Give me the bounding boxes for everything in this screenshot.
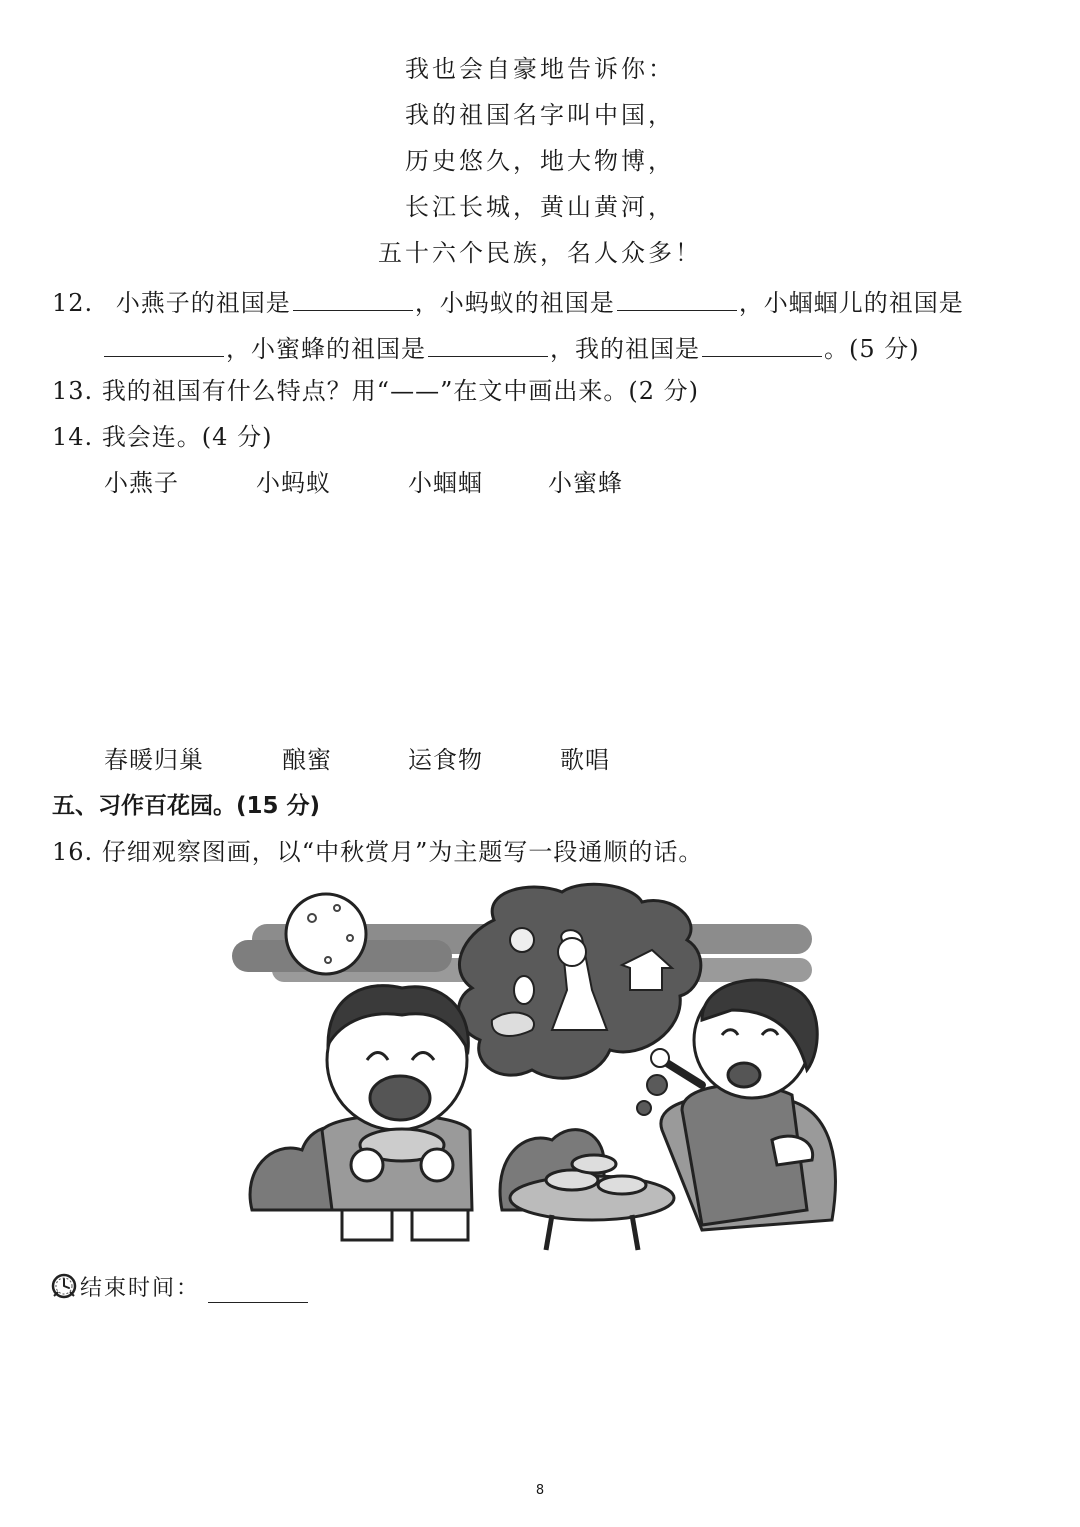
match-animal-bee[interactable]: 小蜜蜂	[548, 469, 623, 497]
question-text: ，小蝈蝈儿的祖国是	[738, 289, 964, 317]
question-text: 小燕子的祖国是	[115, 289, 291, 317]
question-text: 仔细观察图画，以“中秋赏月”为主题写一段通顺的话。	[101, 838, 704, 866]
question-16	[52, 837, 703, 867]
question-14	[52, 422, 272, 452]
match-activity-sing[interactable]: 歌唱	[560, 746, 610, 774]
end-time-label: 结束时间：	[80, 1276, 201, 1301]
match-activity-honey[interactable]: 酿蜜	[282, 746, 332, 774]
answer-blank-ant[interactable]	[617, 284, 737, 311]
question-12-line-2	[104, 330, 920, 364]
answer-blank-cricket[interactable]	[104, 330, 224, 357]
match-animal-cricket[interactable]: 小蝈蝈	[408, 469, 483, 497]
question-text: ，小蚂蚁的祖国是	[414, 289, 615, 317]
answer-blank-bee[interactable]	[428, 330, 548, 357]
question-number: 16.	[52, 838, 94, 866]
poem-line-3: 历史悠久，地大物博，	[405, 147, 675, 175]
question-number: 14.	[52, 423, 94, 451]
end-time-blank[interactable]	[208, 1276, 308, 1303]
question-number: 12.	[52, 289, 94, 317]
match-activity-return[interactable]: 春暖归巢	[104, 746, 204, 774]
poem-line-2: 我的祖国名字叫中国，	[405, 101, 675, 129]
answer-blank-mine[interactable]	[702, 330, 822, 357]
mid-autumn-illustration	[232, 880, 848, 1258]
question-text: 我的祖国有什么特点？用“——”在文中画出来。(2 分)	[101, 377, 699, 405]
question-text: ，我的祖国是	[550, 335, 700, 363]
question-text: 我会连。(4 分)	[101, 423, 273, 451]
boy-eating-mooncake	[322, 986, 472, 1240]
page-number: 8	[535, 1483, 545, 1498]
match-animal-ant[interactable]: 小蚂蚁	[256, 469, 331, 497]
question-number: 13.	[52, 377, 94, 405]
clock-icon	[50, 1272, 78, 1300]
full-moon	[286, 894, 366, 974]
match-animal-swallow[interactable]: 小燕子	[104, 469, 179, 497]
poem-line-4: 长江长城，黄山黄河，	[405, 193, 675, 221]
answer-blank-swallow[interactable]	[293, 284, 413, 311]
question-12-line-1	[52, 284, 964, 318]
question-13	[52, 376, 699, 406]
question-text: ，小蜜蜂的祖国是	[226, 335, 426, 363]
match-activity-food[interactable]: 运食物	[408, 746, 483, 774]
grandpa-in-armchair	[651, 980, 835, 1230]
section-title: 五、习作百花园。(15 分)	[52, 793, 321, 819]
question-text: 。(5 分)	[824, 335, 920, 363]
poem-line-5: 五十六个民族，名人众多！	[378, 239, 702, 267]
poem-line-1: 我也会自豪地告诉你：	[405, 55, 675, 83]
thought-bubble	[459, 884, 701, 1115]
